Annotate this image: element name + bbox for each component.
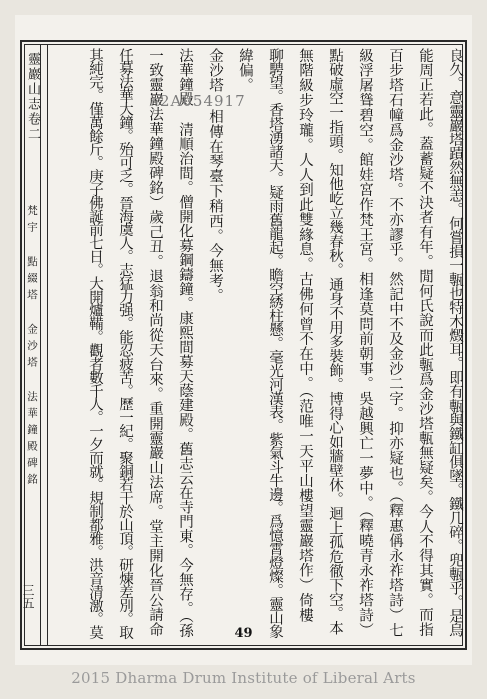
spine-divider [47,44,48,646]
spine-title: 靈巖山志卷二 [25,52,40,142]
spine-divider-inner [40,44,41,646]
text-column-3: 百步塔石幢爲金沙塔。不亦謬乎。然記中不及金沙二字。抑亦疑也。（釋惠偁永祚塔詩）七 [387,48,403,638]
text-column-8: 緯偏。 [237,48,253,93]
text-column-10: 法華鐘殿 清順治間。僧開化募鋼鑄鐘。康熙間募天蔭建殿。舊志云在寺門東。今無存。（孫 [177,48,193,638]
text-column-13: 其純完。僅萬餘斤。庚子佛誕前七日。大開爐鞴。觀者數千人。一夕而就。規制都雅。洪音清激。莫 [87,48,103,639]
text-column-1: 良久。意靈巖塔蹟然無恙。何嘗損一甎也特木燬耳。即有甎與鐵缸俱墜。鐵几碎。兜甎乎。是烏 [447,48,463,637]
image-id-watermark: 2A054917 [160,92,246,110]
text-column-7: 聊騁望。香塔湧諸天。疑雨舊龍起。瞻空綉柱懸。毫光河漢表。紫氣斗牛邊。爲憶霄燈燦。靈山象 [267,48,283,638]
text-column-2: 能周正若此。蓋蓄疑不決者有年。閒何氏說而此甎爲金沙塔甎無疑矣。今人不得其實。而指 [417,48,433,637]
text-column-9: 金沙塔 相傳在琴臺下稍西。今無考。 [207,48,223,304]
text-column-4: 級浮屠聳碧空。館娃宮作梵王宮。相逢莫問前朝事。吳越興亡一夢中。（釋曉青永祚塔詩） [357,48,373,638]
text-column-11: 一致靈巖法華鐘殿碑銘）歲己丑。退翁和尚從天台來。重開靈巖山法席。堂主開化晉公請命 [147,48,163,637]
spine-page-number: 三五 [21,584,35,610]
text-column-5: 點破虛空一指頭。知他屹立幾春秋。通身不用多裝飾。博得心如牆壁休。迴上孤危徹下空。本 [327,48,343,636]
credit-watermark: 2015 Dharma Drum Institute of Liberal Arts [71,669,416,687]
folio-number: 49 [234,626,253,641]
spine-category: 梵宇 點綴塔 金沙塔 法華鐘殿碑銘 [26,205,38,490]
text-column-6: 無階級步玲瓏。人人到此雙緣息。古佛何曾不在中。（范唯一天平山樓望靈巖塔作）倚樓 [297,48,313,623]
text-column-12: 任募法華大鐘。殆可乏。晉海虞人。志猛力强。能忍疲苦。歷一紀。聚銅若干於山頂。研煉差別。取 [117,48,133,639]
